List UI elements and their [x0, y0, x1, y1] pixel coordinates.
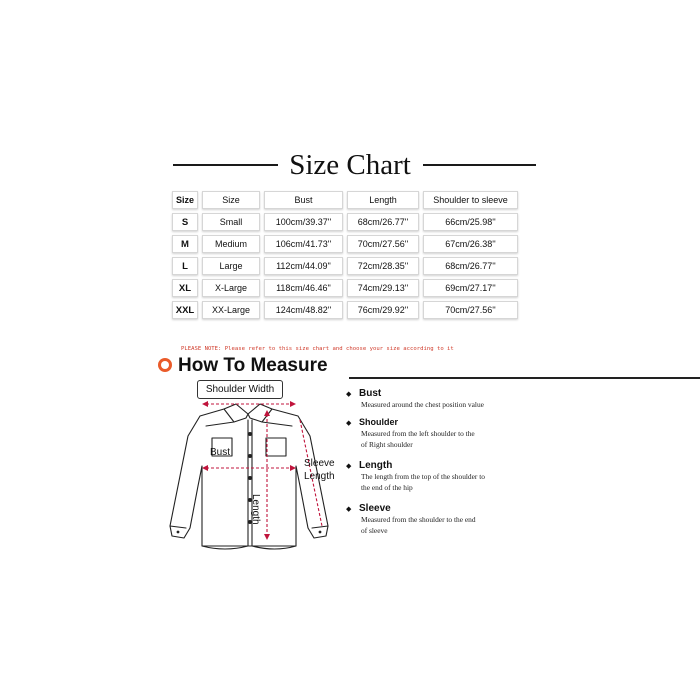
table-cell: Large — [202, 257, 260, 275]
table-header-cell: Size — [172, 191, 198, 209]
shoulder-width-label: Shoulder Width — [197, 380, 283, 399]
table-header-cell: Shoulder to sleeve — [423, 191, 518, 209]
item-text: Measured around the chest position value — [361, 400, 484, 409]
item-text: of Right shoulder — [361, 439, 413, 449]
bullet-icon: ◆ — [346, 506, 352, 513]
table-cell: 68cm/26.77'' — [347, 213, 419, 231]
heading-underline — [349, 377, 700, 379]
how-to-measure-title: How To Measure — [178, 355, 328, 376]
sleeve-length-label — [304, 457, 335, 483]
table-cell: L — [172, 257, 198, 275]
item-title: Sleeve — [359, 503, 391, 514]
item-title: Shoulder — [359, 417, 399, 427]
table-cell: XX-Large — [202, 301, 260, 319]
size-note: PLEASE NOTE: Please refer to this size chart and choose your size according to it — [181, 346, 454, 352]
table-cell: 70cm/27.56'' — [347, 235, 419, 253]
bullet-icon: ◆ — [346, 420, 352, 427]
table-cell: 74cm/29.13'' — [347, 279, 419, 297]
table-cell: 67cm/26.38'' — [423, 235, 518, 253]
table-cell: XXL — [172, 301, 198, 319]
bullet-icon: ◆ — [346, 463, 352, 470]
item-text: Measured from the left shoulder to the — [361, 429, 475, 438]
table-cell: 70cm/27.56'' — [423, 301, 518, 319]
table-header-cell: Bust — [264, 191, 343, 209]
sleeve-label-line: Length — [304, 471, 335, 482]
item-title: Length — [359, 460, 393, 471]
circle-bullet-icon — [158, 358, 172, 372]
table-header-row — [172, 191, 518, 209]
table-cell: S — [172, 213, 198, 231]
table-cell: M — [172, 235, 198, 253]
table-cell: X-Large — [202, 279, 260, 297]
length-label: Length — [250, 494, 261, 525]
table-cell: 124cm/48.82'' — [264, 301, 343, 319]
sleeve-label-line: Sleeve — [304, 458, 335, 469]
bust-label: Bust — [210, 447, 231, 458]
bullet-icon: ◆ — [346, 391, 352, 398]
table-cell: 66cm/25.98'' — [423, 213, 518, 231]
table-cell: 100cm/39.37'' — [264, 213, 343, 231]
table-cell: 68cm/26.77'' — [423, 257, 518, 275]
table-row — [172, 279, 518, 297]
table-cell: Medium — [202, 235, 260, 253]
shirt-measure-diagram — [150, 376, 350, 576]
table-cell: 106cm/41.73'' — [264, 235, 343, 253]
size-chart-title-row — [0, 148, 700, 182]
table-row — [172, 235, 518, 253]
page-title: Size Chart — [289, 149, 411, 181]
table-cell: 76cm/29.92'' — [347, 301, 419, 319]
table-row — [172, 213, 518, 231]
table-row — [172, 301, 518, 319]
title-rule-right — [423, 164, 536, 166]
table-cell: 69cm/27.17'' — [423, 279, 518, 297]
table-cell: Small — [202, 213, 260, 231]
table-cell: 112cm/44.09'' — [264, 257, 343, 275]
item-text: Measured from the shoulder to the end — [361, 515, 476, 524]
table-cell: 72cm/28.35'' — [347, 257, 419, 275]
table-cell: 118cm/46.46'' — [264, 279, 343, 297]
table-row — [172, 257, 518, 275]
item-text: the end of the hip — [361, 482, 413, 492]
table-header-cell: Length — [347, 191, 419, 209]
item-text: of sleeve — [361, 525, 388, 535]
item-text: The length from the top of the shoulder to — [361, 472, 485, 481]
item-title: Bust — [359, 388, 382, 399]
table-cell: XL — [172, 279, 198, 297]
size-table — [168, 187, 522, 323]
table-header-cell: Size — [202, 191, 260, 209]
